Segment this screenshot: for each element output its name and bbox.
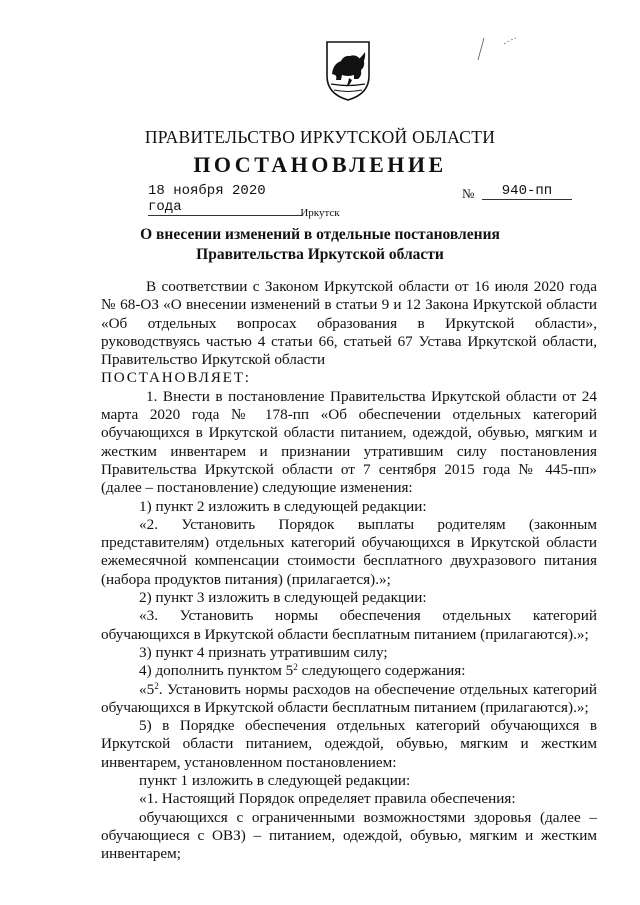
- quote-point-2: «2. Установить Порядок выплаты родителям (законным представителям) отдельных категорий обучающихся в Иркутской области ежемесячной компенсации стоимости бесплатного двухразового питания (набора продуктов питания) (прилагается).»;: [101, 515, 597, 588]
- document-date: 18 ноября 2020 года: [148, 183, 302, 216]
- document-type: ПОСТАНОВЛЕНИЕ: [193, 152, 447, 177]
- resolves-heading: ПОСТАНОВЛЯЕТ:: [101, 369, 251, 387]
- quote-procedure-point-1: «1. Настоящий Порядок определяет правила обеспечения:: [139, 790, 516, 808]
- item-1-paragraph: 1. Внести в постановление Правительства Иркутской области от 24 марта 2020 года № 178-пп «Об обеспечении отдельных категорий обучающихся в Иркутской области питанием, одеждой, обувью, мягким и жестким инвентарем и признании утратившим силу постановления Правительства Иркутской области от 7 сентября 2015 года № 445-пп» (далее – постановление) следующие изменения:: [101, 387, 597, 497]
- organization-name: ПРАВИТЕЛЬСТВО ИРКУТСКОЙ ОБЛАСТИ: [144, 127, 496, 147]
- quote-point-5-2-start: «5: [139, 680, 155, 698]
- quote-point-5-2: [101, 681, 597, 718]
- quote-point-5-2-superscript: 2: [154, 680, 159, 691]
- document-body: [101, 278, 597, 864]
- sub-item-4-text: 4) дополнить пунктом 5: [139, 662, 294, 680]
- sub-item-2: 2) пункт 3 изложить в следующей редакции:: [139, 589, 427, 607]
- sub-item-1: 1) пункт 2 изложить в следующей редакции:: [139, 497, 427, 515]
- preamble-paragraph: В соответствии с Законом Иркутской области от 16 июля 2020 года № 68-ОЗ «О внесении изменений в статьи 9 и 12 Закона Иркутской области «Об отдельных вопросах образования в Иркутской области», руководствуясь частью 4 статьи 66, статьей 67 Устава Иркутской области, Правительство Иркутской области: [101, 278, 597, 369]
- quote-point-5-2-text: . Установить нормы расходов на обеспечение отдельных категорий обучающихся в Иркутской области бесплатным питанием (прилагаются).»;: [101, 680, 597, 716]
- number-sign: №: [462, 186, 475, 201]
- sub-item-4-tail: следующего содержания:: [297, 662, 466, 680]
- last-paragraph: обучающихся с ограниченными возможностями здоровья (далее – обучающиеся с ОВЗ) – питанием, одеждой, обувью, мягким и жестким инвентарем;: [101, 808, 597, 863]
- handwritten-mark-icon: [470, 34, 530, 64]
- irkutsk-coat-of-arms-icon: [325, 40, 371, 102]
- document-title: О внесении изменений в отдельные постановления Правительства Иркутской области: [140, 226, 500, 263]
- sub-item-5: 5) в Порядке обеспечения отдельных категорий обучающихся в Иркутской области питанием, одеждой, обувью, мягким и жестким инвентарем, установленном постановлением:: [101, 717, 597, 771]
- sub-item-5-point: пункт 1 изложить в следующей редакции:: [139, 772, 411, 790]
- city: Иркутск: [300, 207, 340, 219]
- sub-item-3: 3) пункт 4 признать утратившим силу;: [139, 643, 388, 661]
- quote-point-3: «3. Установить нормы обеспечения отдельных категорий обучающихся в Иркутской области бесплатным питанием (прилагаются).»;: [101, 607, 597, 643]
- sub-item-4-superscript: 2: [293, 662, 298, 673]
- document-number: 940-пп: [482, 183, 572, 200]
- sub-item-4: [101, 662, 597, 680]
